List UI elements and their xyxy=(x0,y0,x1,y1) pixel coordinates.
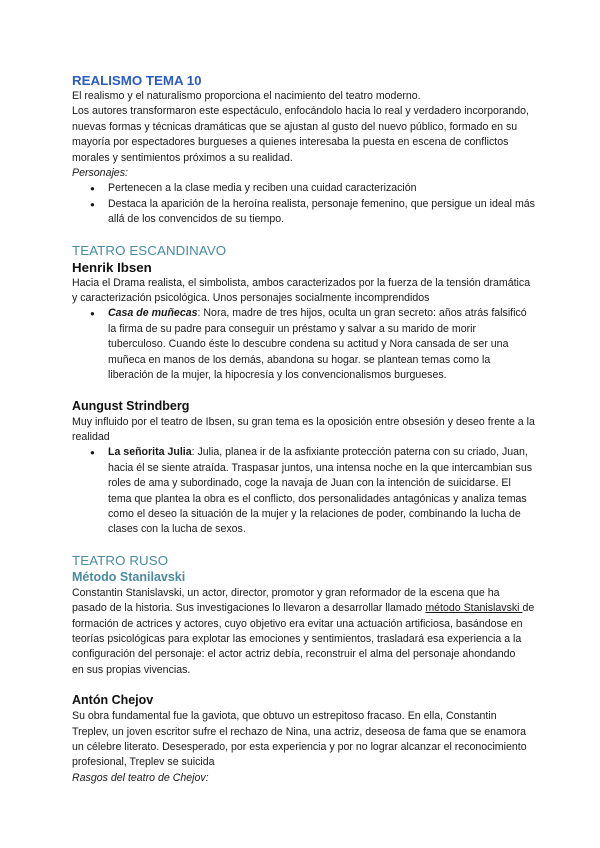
section-ruso xyxy=(72,552,536,786)
text-run: de formación de actrices y actores, cuyo objetivo era evitar una actuación artificiosa, basándose en teorías psicológicas para explotar las emociones y sentimientos, trasladará esa experiencia a la configuración del personaje: el actor actriz debía, reconstruir el alma del personaje ahondando xyxy=(72,602,535,661)
paragraph: Su obra fundamental fue la gaviota, que obtuvo un estrepitoso fracaso. En ella, Constantin Treplev, un joven escritor sufre el rechazo de Nina, una actriz, deseosa de fama que se enamora un célebre literato. Desesperado, por esta experiencia y por no lograr alcanzar el reconocimiento profesional, Treplev se suicida xyxy=(72,710,527,769)
section-title: REALISMO TEMA 10 xyxy=(72,73,202,88)
author-heading: Henrik Ibsen xyxy=(72,259,152,275)
text-run: Constantin Stanislavski, un actor, director, promotor y gran reformador de la escena que ha pasado de la historia. Sus investigaciones lo llevaron a desarrollar llamado xyxy=(72,586,500,615)
bullet-list xyxy=(72,445,536,537)
work-title: Casa de muñecas xyxy=(108,307,198,320)
list-item: ● Destaca la aparición de la heroína realista, personaje femenino, que persigue un ideal más allá de los convencidos de su tiempo. xyxy=(108,197,536,228)
list-label: Personajes: xyxy=(72,167,128,180)
author-heading: Aungust Strindberg xyxy=(72,398,190,413)
list-item xyxy=(108,306,536,383)
paragraph: Los autores transformaron este espectáculo, enfocándolo hacia lo real y verdadero incorporando, nuevas formas y técnicas dramáticas que se ajustan al gusto del nuevo público, formado en su mayoría por espectadores burgueses a quienes interesaba la puesta en escena de conflictos morales y sentimientos próximos a su realidad. xyxy=(72,105,529,164)
section-title: TEATRO RUSO xyxy=(72,552,169,568)
bullet-list xyxy=(72,306,536,383)
list-item xyxy=(108,445,536,537)
subsection-title: Método Stanilavski xyxy=(72,569,186,584)
list-item: ● Pertenecen a la clase media y reciben una cuidad caracterización xyxy=(108,181,536,196)
work-description: : Julia, planea ir de la asfixiante protección paterna con su criado, Juan, hacia él se siente atraída. Traspasar juntos, una intensa noche en la que intercambian sus roles de ama y subordinado, coge la navaja de Juan con la intención de suicidarse. El tema que plantea la obra es el conflicto, dos personalidades antagónicas y analiza temas como el deseo la situación de la mujer y la relaciones de poder, combinando la lucha de clases con la lucha de sexos. xyxy=(108,446,533,536)
paragraph: en sus propias vivencias. xyxy=(72,663,191,676)
paragraph: El realismo y el naturalismo proporciona el nacimiento del teatro moderno. xyxy=(72,90,421,102)
section-title: TEATRO ESCANDINAVO xyxy=(72,242,227,258)
work-description: : Nora, madre de tres hijos, oculta un gran secreto: años atrás falsificó la firma de su padre para conseguir un préstamo y salvar a su marido de morir tuberculoso. Cuando éste lo descubre condena su actitud y Nora cansada de ser una muñeca en manos de los demás, abandona su hogar. se plantean temas como la liberación de la mujer, la hipocresía y los convencionalismos burgueses. xyxy=(108,307,527,382)
section-escandinavo xyxy=(72,242,536,538)
paragraph: Muy influido por el teatro de Ibsen, su gran tema es la oposición entre obsesión y deseo frente a la realidad xyxy=(72,415,535,443)
paragraph xyxy=(72,586,536,663)
list-label: Rasgos del teatro de Chejov: xyxy=(72,771,209,784)
bullet-list xyxy=(72,181,536,227)
paragraph: Hacia el Drama realista, el simbolista, ambos caracterizados por la fuerza de la tensión dramática y caracterización psicológica. Unos personajes socialmente incomprendidos xyxy=(72,276,531,305)
section-realismo xyxy=(72,72,536,228)
work-title: La señorita Julia xyxy=(108,446,192,459)
author-heading: Antón Chejov xyxy=(72,693,154,708)
method-link[interactable]: método Stanislavski xyxy=(425,602,523,615)
